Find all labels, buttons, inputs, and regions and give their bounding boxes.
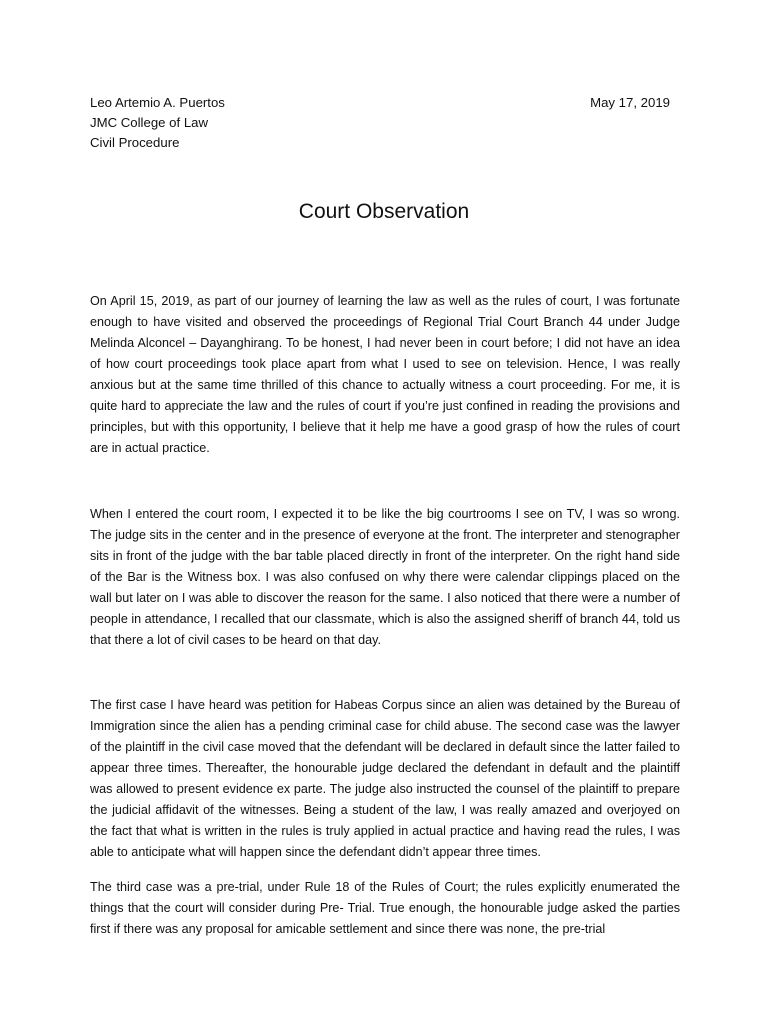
document-body — [90, 291, 680, 940]
paragraph: The first case I have heard was petition for Habeas Corpus since an alien was detained by the Bureau of Immigration since the alien has a pending criminal case for child abuse. The second case was the lawyer of the plaintiff in the civil case moved that the defendant will be declared in default since the latter failed to appear three times. Thereafter, the honourable judge declared the defendant in default and the plaintiff was allowed to present evidence ex parte. The judge also instructed the counsel of the plaintiff to prepare the judicial affidavit of the witnesses. Being a student of the law, I was really amazed and overjoyed on the fact that what is written in the rules is truly applied in actual practice and having read the rules, I was able to anticipate what will happen since the defendant didn’t appear three times. — [90, 698, 680, 859]
document-title: Court Observation — [298, 200, 470, 223]
author-name: Leo Artemio A. Puertos — [90, 95, 225, 110]
letter-header — [90, 93, 680, 153]
paragraph: When I entered the court room, I expected it to be like the big courtrooms I see on TV, I was so wrong. The judge sits in the center and in the presence of everyone at the front. The interpreter and stenographer sits in front of the judge with the bar table placed directly in front of the interpreter. On the right hand side of the Bar is the Witness box. I was also confused on why there were calendar clippings placed on the wall but later on I was able to discover the reason for the same. I also noticed that there were a number of people in attendance, I recalled that our classmate, which is also the assigned sheriff of branch 44, told us that there a lot of civil cases to be heard on that day. — [90, 507, 680, 647]
paragraph: The third case was a pre-trial, under Rule 18 of the Rules of Court; the rules explicitly enumerated the things that the court will consider during Pre- Trial. True enough, the honourable judge asked the parties first if there was any proposal for amicable settlement and since there was none, the pre-trial — [90, 880, 680, 936]
document-date: May 17, 2019 — [590, 95, 670, 110]
subject-name: Civil Procedure — [90, 135, 180, 150]
school-name: JMC College of Law — [90, 115, 209, 130]
paragraph: On April 15, 2019, as part of our journey of learning the law as well as the rules of court, I was fortunate enough to have visited and observed the proceedings of Regional Trial Court Branch 44 under Judge Melinda Alconcel – Dayanghirang. To be honest, I had never been in court before; I did not have an idea of how court proceedings took place apart from what I used to see on television. Hence, I was really anxious but at the same time thrilled of this chance to actually witness a court proceeding. For me, it is quite hard to appreciate the law and the rules of court if you’re just confined in reading the provisions and principles, but with this opportunity, I believe that it help me have a good grasp of how the rules of court are in actual practice. — [90, 294, 680, 455]
